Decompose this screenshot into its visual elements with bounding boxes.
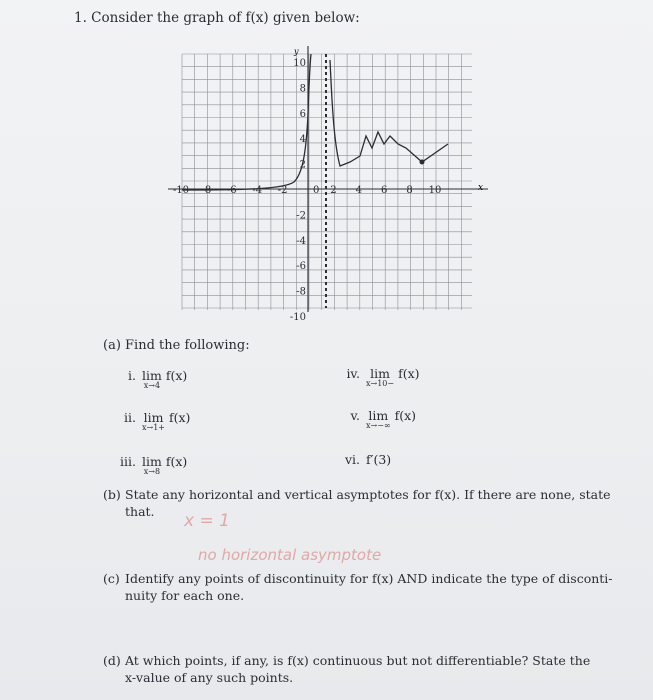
- origin-label: 0: [313, 185, 320, 196]
- x-tick-label: 2: [330, 185, 337, 196]
- y-tick-label: -6: [296, 261, 306, 273]
- y-tick-label: 6: [299, 108, 306, 120]
- part-b-label: (b): [103, 487, 121, 502]
- lim-expression: f(x): [394, 408, 417, 423]
- item-number: i.: [128, 368, 136, 383]
- x-tick-label: -8: [201, 185, 212, 196]
- limit-item-ii: [110, 410, 190, 432]
- item-number: iii.: [120, 454, 136, 469]
- limit-item-iv: [334, 366, 420, 388]
- part-d-text-line1: At which points, if any, is f(x) continuous but not differentiable? State the: [125, 653, 591, 668]
- limit-item-v: [334, 408, 416, 430]
- lim-operator: lim x→10−: [366, 366, 395, 388]
- left-branch-curve: [182, 54, 311, 190]
- lim-operator: lim x→1+: [142, 410, 166, 432]
- x-tick-label: -4: [252, 185, 263, 196]
- y-tick-label: -4: [296, 235, 306, 247]
- part-c: [103, 570, 613, 604]
- part-d-text-line2: x-value of any such points.: [125, 670, 294, 685]
- lim-operator: lim x→8: [142, 454, 162, 476]
- part-c-label: (c): [103, 571, 120, 586]
- derivative-expression: f′(3): [366, 452, 392, 467]
- part-d-label: (d): [103, 653, 121, 668]
- item-number: vi.: [344, 452, 360, 467]
- part-a-label: (a) Find the following:: [103, 338, 250, 353]
- y-tick-label: -2: [296, 210, 306, 222]
- lim-expression: f(x): [165, 454, 188, 469]
- item-number: v.: [350, 408, 360, 423]
- part-b: [103, 486, 611, 520]
- handwritten-answer-horizontal: no horizontal asymptote: [198, 546, 382, 564]
- x-tick-label: 10: [428, 185, 442, 196]
- handwritten-answer-asymptote: x = 1: [184, 511, 230, 531]
- x-tick-label: 8: [406, 185, 413, 196]
- y-tick-label: 4: [299, 134, 306, 146]
- closed-point: [420, 160, 425, 165]
- item-number: iv.: [346, 366, 360, 381]
- x-tick-label: -2: [277, 185, 288, 196]
- y-tick-label: -8: [296, 286, 306, 298]
- x-axis-label: x: [478, 183, 484, 193]
- lim-expression: f(x): [398, 366, 420, 381]
- y-axis-label: y: [294, 47, 299, 56]
- part-c-text-line1: Identify any points of discontinuity for f(x) AND indicate the type of disconti-: [125, 571, 613, 586]
- question-title: 1. Consider the graph of f(x) given below:: [74, 10, 360, 26]
- x-tick-label: 6: [381, 185, 388, 196]
- y-tick-label: 2: [299, 159, 306, 171]
- lim-expression: f(x): [165, 368, 188, 383]
- lim-expression: f(x): [169, 410, 191, 425]
- part-b-text-line2: that.: [125, 504, 155, 519]
- x-tick-label: 4: [355, 185, 362, 196]
- x-tick-label: -6: [226, 185, 237, 196]
- part-d: [103, 652, 590, 686]
- right-branch-curve: [330, 60, 448, 166]
- part-c-text-line2: nuity for each one.: [125, 588, 245, 603]
- limit-item-i: [110, 368, 187, 390]
- y-tick-label: 10: [293, 58, 306, 69]
- function-graph: [166, 44, 496, 323]
- item-number: ii.: [124, 410, 136, 425]
- y-tick-label: 8: [299, 83, 306, 95]
- x-tick-label: -10: [172, 185, 190, 196]
- lim-operator: lim x→−∞: [366, 408, 391, 430]
- part-b-text-line1: State any horizontal and vertical asymptotes for f(x). If there are none, state: [125, 487, 611, 502]
- graph-axes: [168, 46, 488, 312]
- limit-item-iii: [110, 454, 187, 476]
- y-tick-label: -10: [289, 312, 306, 323]
- derivative-item-vi: [334, 452, 391, 467]
- lim-operator: lim x→4: [142, 368, 162, 390]
